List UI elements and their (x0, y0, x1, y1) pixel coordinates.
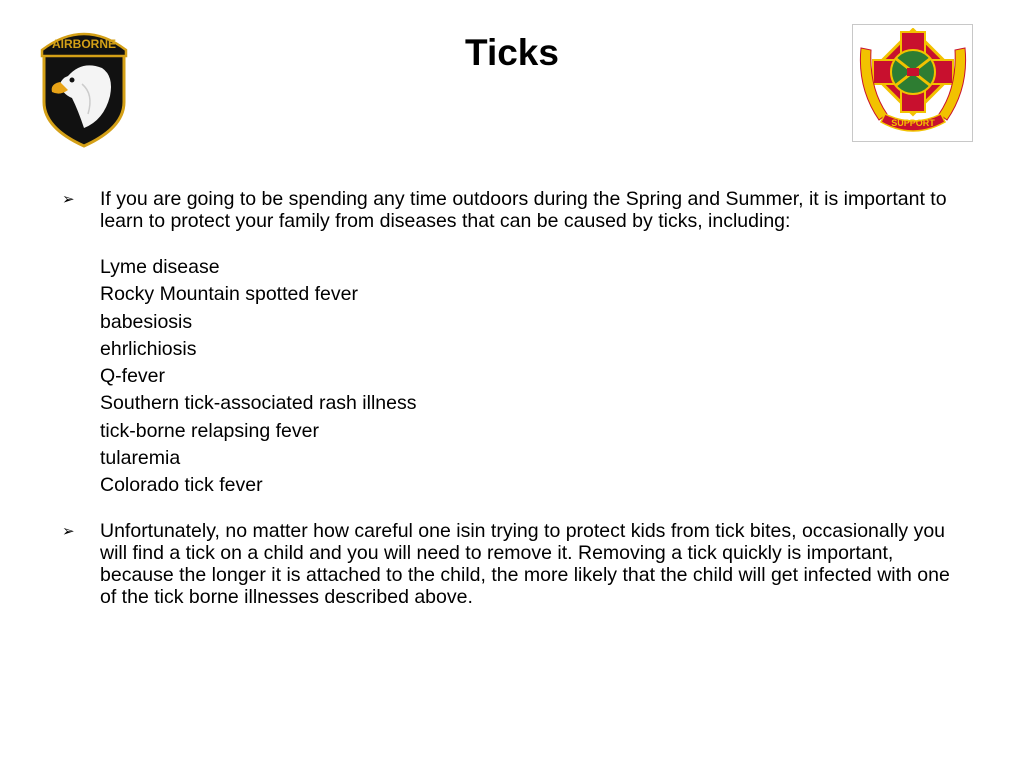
svg-text:AIRBORNE: AIRBORNE (51, 37, 117, 51)
arrow-bullet-icon: ➢ (62, 521, 75, 540)
list-item: tularemia (100, 447, 181, 470)
list-item: Q-fever (100, 365, 166, 388)
disease-list (100, 254, 967, 500)
list-item: tick-borne relapsing fever (100, 419, 319, 442)
list-item: Colorado tick fever (100, 474, 263, 497)
arrow-bullet-icon: ➢ (62, 190, 75, 208)
list-item: Southern tick-associated rash illness (100, 392, 417, 415)
list-item: ehrlichiosis (100, 337, 197, 360)
svg-text:SUPPORT: SUPPORT (891, 118, 935, 128)
slide-body (62, 188, 967, 608)
slide-title: Ticks (465, 32, 559, 73)
installation-crest-logo (852, 24, 973, 142)
removal-paragraph: Unfortunately, no matter how careful one isin trying to protect kids from tick bites, occasionally you will find a tick on a child and you will need to remove it. Removing a tick quickly is important, because the longer it is attached to the child, the more likely that the child will get infected with one of the tick borne illnesses described above. (100, 519, 950, 608)
list-item: Lyme disease (100, 256, 220, 278)
bullet-intro (62, 188, 967, 232)
list-item: Rocky Mountain spotted fever (100, 283, 358, 306)
list-item: babesiosis (100, 310, 193, 333)
intro-paragraph: If you are going to be spending any time outdoors during the Spring and Summer, it is important to learn to protect your family from diseases that can be caused by ticks, including: (100, 188, 947, 232)
bullet-removal (62, 520, 967, 608)
